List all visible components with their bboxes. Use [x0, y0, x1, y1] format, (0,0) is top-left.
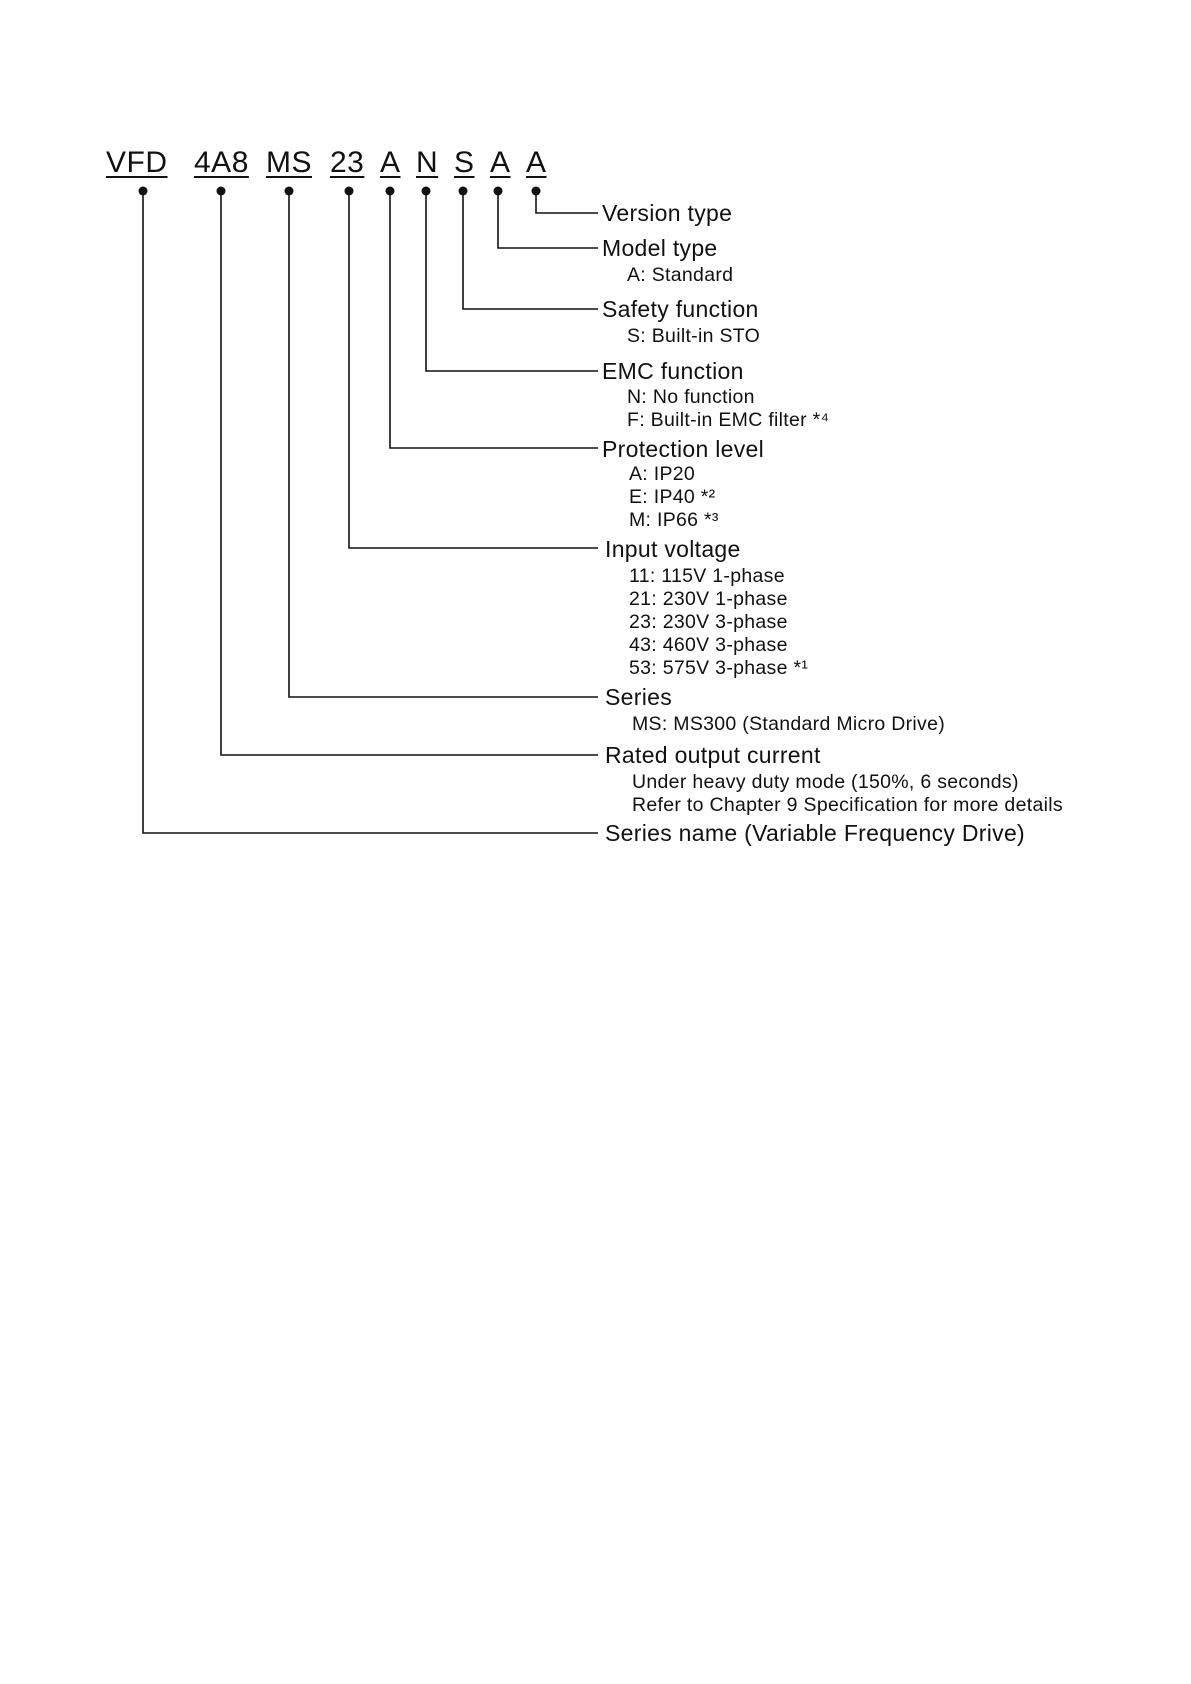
code-segment-version-type: A: [526, 146, 547, 179]
connector-input-voltage: [349, 191, 598, 548]
detail-line: A: Standard: [627, 264, 734, 286]
detail-line: E: IP40 *²: [629, 486, 716, 508]
connector-dot: [217, 187, 226, 196]
details-rated-output-current: [632, 771, 1063, 817]
connector-dot: [285, 187, 294, 196]
connector-dot: [422, 187, 431, 196]
code-segment-series: MS: [266, 146, 312, 179]
connector-model-type: [498, 191, 598, 248]
detail-line: 11: 115V 1-phase: [629, 565, 785, 587]
details-model-type: [627, 264, 733, 287]
connector-protection-level: [390, 191, 598, 448]
detail-line: A: IP20: [629, 463, 696, 485]
label-emc-function: EMC function: [602, 358, 744, 384]
detail-line: 53: 575V 3-phase *¹: [629, 657, 809, 679]
code-segment-safety-function: S: [454, 146, 475, 179]
connector-version-type: [536, 191, 598, 213]
detail-line: M: IP66 *³: [629, 509, 719, 531]
connector-dot: [345, 187, 354, 196]
label-version-type: Version type: [602, 200, 733, 226]
detail-line: Refer to Chapter 9 Specification for more details: [632, 794, 1063, 816]
code-segment-series-name: VFD: [106, 146, 168, 179]
connector-rated-current: [221, 191, 598, 755]
detail-line: 43: 460V 3-phase: [629, 634, 788, 656]
code-segment-emc-function: N: [416, 146, 439, 179]
connector-dot: [386, 187, 395, 196]
connector-series: [289, 191, 598, 697]
connector-series-name: [143, 191, 598, 833]
details-protection-level: [629, 463, 719, 532]
detail-line: N: No function: [627, 386, 755, 408]
label-rated-output-current: Rated output current: [605, 742, 821, 768]
connector-emc-function: [426, 191, 598, 371]
detail-line: 21: 230V 1-phase: [629, 588, 788, 610]
detail-line: F: Built-in EMC filter *⁴: [627, 409, 830, 431]
label-protection-level: Protection level: [602, 436, 765, 462]
connector-dot: [139, 187, 148, 196]
detail-line: S: Built-in STO: [627, 325, 761, 347]
label-series-name: Series name (Variable Frequency Drive): [605, 820, 1026, 846]
label-series: Series: [605, 684, 672, 710]
connector-safety-function: [463, 191, 598, 309]
label-safety-function: Safety function: [602, 296, 759, 322]
details-input-voltage: [629, 565, 808, 680]
code-segment-model-type: A: [490, 146, 511, 179]
code-segment-protection-level: A: [380, 146, 401, 179]
code-segment-rated-current: 4A8: [194, 146, 249, 179]
details-series: [632, 713, 945, 736]
details-emc-function: [627, 386, 829, 432]
connector-dot: [494, 187, 503, 196]
detail-line: Under heavy duty mode (150%, 6 seconds): [632, 771, 1019, 793]
label-input-voltage: Input voltage: [605, 536, 741, 562]
connector-dot: [532, 187, 541, 196]
detail-line: MS: MS300 (Standard Micro Drive): [632, 713, 946, 735]
detail-line: 23: 230V 3-phase: [629, 611, 788, 633]
label-model-type: Model type: [602, 235, 718, 261]
details-safety-function: [627, 325, 760, 348]
connector-dot: [459, 187, 468, 196]
code-segment-input-voltage: 23: [330, 146, 365, 179]
